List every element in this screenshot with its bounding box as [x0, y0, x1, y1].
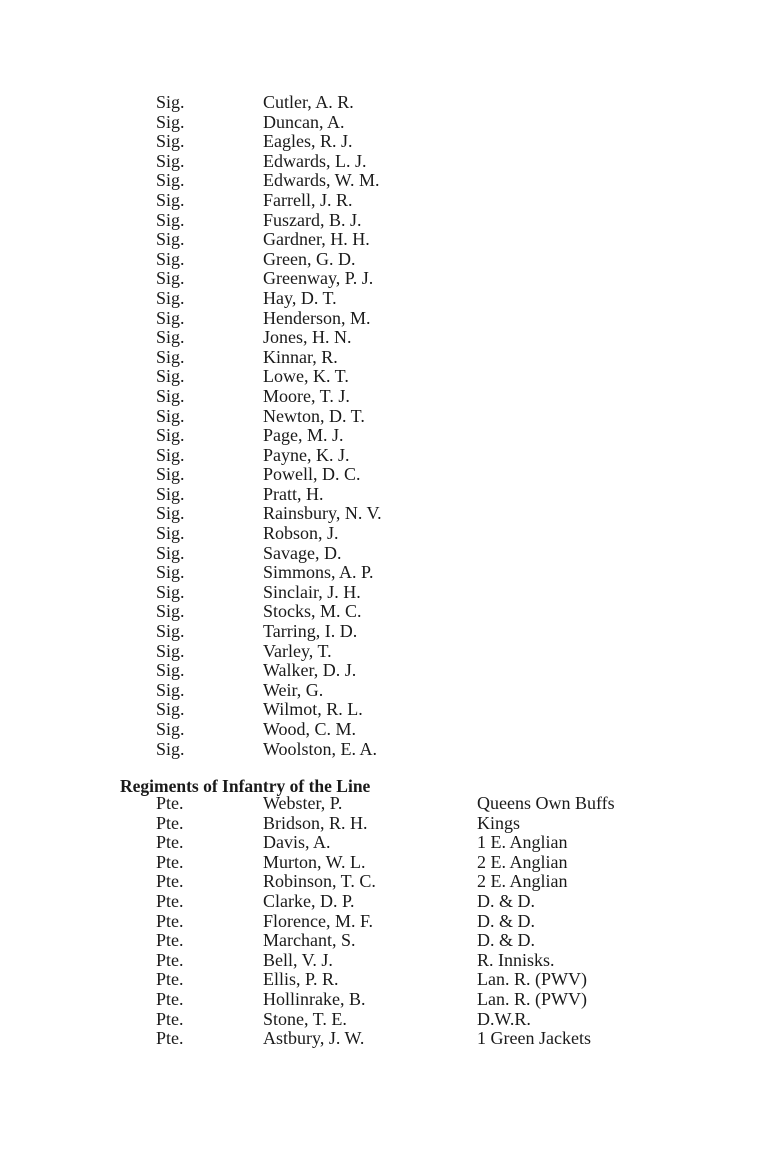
- roll-row: [0, 622, 780, 642]
- roll-row: [0, 814, 780, 834]
- roll-row: [0, 367, 780, 387]
- roll-row: [0, 93, 780, 113]
- regiment-name: Queens Own Buffs: [477, 793, 615, 813]
- regiment-name: 1 E. Anglian: [477, 832, 568, 853]
- roll-row: [0, 642, 780, 662]
- member-name: Bell, V. J.: [263, 949, 333, 970]
- rank-label: Sig.: [156, 640, 185, 661]
- roll-row: [0, 211, 780, 231]
- rank-label: Sig.: [156, 699, 185, 720]
- rank-label: Sig.: [156, 189, 185, 210]
- rank-label: Pte.: [156, 793, 184, 813]
- roll-row: [0, 661, 780, 681]
- member-name: Farrell, J. R.: [263, 189, 353, 210]
- roll-row: [0, 171, 780, 191]
- rank-label: Pte.: [156, 1008, 184, 1029]
- rank-label: Sig.: [156, 542, 185, 563]
- roll-row: [0, 951, 780, 971]
- rank-label: Sig.: [156, 562, 185, 583]
- rank-label: Sig.: [156, 131, 185, 152]
- roll-row: [0, 794, 780, 814]
- member-name: Webster, P.: [263, 793, 343, 813]
- rank-label: Sig.: [156, 581, 185, 602]
- rank-label: Pte.: [156, 890, 184, 911]
- roll-row: [0, 740, 780, 760]
- rank-label: Sig.: [156, 150, 185, 171]
- roll-row: [0, 720, 780, 740]
- member-name: Varley, T.: [263, 640, 332, 661]
- regiment-name: Lan. R. (PWV): [477, 988, 587, 1009]
- rank-label: Sig.: [156, 209, 185, 230]
- roll-row: [0, 269, 780, 289]
- member-name: Murton, W. L.: [263, 851, 366, 872]
- rank-label: Sig.: [156, 425, 185, 446]
- rank-label: Sig.: [156, 405, 185, 426]
- member-name: Payne, K. J.: [263, 444, 350, 465]
- roll-row: [0, 1010, 780, 1030]
- member-name: Green, G. D.: [263, 248, 356, 269]
- member-name: Stocks, M. C.: [263, 601, 362, 622]
- member-name: Wilmot, R. L.: [263, 699, 363, 720]
- roll-row: [0, 250, 780, 270]
- rank-label: Pte.: [156, 949, 184, 970]
- member-name: Simmons, A. P.: [263, 562, 374, 583]
- regiment-name: D. & D.: [477, 930, 535, 951]
- member-name: Kinnar, R.: [263, 346, 338, 367]
- member-name: Edwards, L. J.: [263, 150, 367, 171]
- member-name: Hay, D. T.: [263, 287, 337, 308]
- roll-row: [0, 426, 780, 446]
- member-name: Jones, H. N.: [263, 327, 352, 348]
- rank-label: Pte.: [156, 1028, 184, 1049]
- roll-row: [0, 387, 780, 407]
- infantry-roll-list: [0, 794, 780, 1049]
- roll-row: [0, 289, 780, 309]
- rank-label: Pte.: [156, 969, 184, 990]
- member-name: Wood, C. M.: [263, 719, 357, 739]
- roll-row: [0, 583, 780, 603]
- member-name: Eagles, R. J.: [263, 131, 353, 152]
- rank-label: Pte.: [156, 930, 184, 951]
- member-name: Cutler, A. R.: [263, 92, 354, 112]
- member-name: Clarke, D. P.: [263, 890, 355, 911]
- regiment-name: D. & D.: [477, 910, 535, 931]
- rank-label: Sig.: [156, 170, 185, 191]
- roll-row: [0, 465, 780, 485]
- rank-label: Sig.: [156, 464, 185, 485]
- roll-row: [0, 912, 780, 932]
- member-name: Hollinrake, B.: [263, 988, 366, 1009]
- rank-label: Sig.: [156, 248, 185, 269]
- roll-row: [0, 113, 780, 133]
- rank-label: Sig.: [156, 268, 185, 289]
- roll-row: [0, 152, 780, 172]
- member-name: Davis, A.: [263, 832, 331, 853]
- regiment-name: Kings: [477, 812, 521, 833]
- member-name: Fuszard, B. J.: [263, 209, 362, 230]
- regiment-name: Lan. R. (PWV): [477, 969, 587, 990]
- signals-roll-list: [0, 93, 780, 759]
- rank-label: Sig.: [156, 366, 185, 387]
- rank-label: Sig.: [156, 503, 185, 524]
- member-name: Pratt, H.: [263, 483, 324, 504]
- member-name: Weir, G.: [263, 679, 324, 700]
- rank-label: Sig.: [156, 307, 185, 328]
- roll-row: [0, 132, 780, 152]
- member-name: Marchant, S.: [263, 930, 356, 951]
- rank-label: Sig.: [156, 738, 185, 759]
- roll-row: [0, 524, 780, 544]
- member-name: Ellis, P. R.: [263, 969, 339, 990]
- roll-row: [0, 931, 780, 951]
- rank-label: Pte.: [156, 832, 184, 853]
- roll-row: [0, 485, 780, 505]
- roll-row: [0, 544, 780, 564]
- rank-label: Sig.: [156, 385, 185, 406]
- rank-label: Sig.: [156, 621, 185, 642]
- member-name: Astbury, J. W.: [263, 1028, 365, 1049]
- roll-row: [0, 990, 780, 1010]
- regiment-name: 2 E. Anglian: [477, 851, 568, 872]
- roll-row: [0, 872, 780, 892]
- roll-row: [0, 833, 780, 853]
- roll-row: [0, 348, 780, 368]
- member-name: Tarring, I. D.: [263, 621, 358, 642]
- member-name: Stone, T. E.: [263, 1008, 347, 1029]
- member-name: Greenway, P. J.: [263, 268, 374, 289]
- rank-label: Sig.: [156, 523, 185, 544]
- roll-row: [0, 309, 780, 329]
- roll-row: [0, 892, 780, 912]
- roll-row: [0, 700, 780, 720]
- rank-label: Pte.: [156, 851, 184, 872]
- member-name: Gardner, H. H.: [263, 229, 370, 250]
- member-name: Moore, T. J.: [263, 385, 350, 406]
- member-name: Powell, D. C.: [263, 464, 361, 485]
- roll-row: [0, 563, 780, 583]
- member-name: Page, M. J.: [263, 425, 344, 446]
- member-name: Bridson, R. H.: [263, 812, 368, 833]
- rank-label: Pte.: [156, 988, 184, 1009]
- member-name: Lowe, K. T.: [263, 366, 349, 387]
- member-name: Duncan, A.: [263, 111, 345, 132]
- regiment-name: 2 E. Anglian: [477, 871, 568, 892]
- member-name: Edwards, W. M.: [263, 170, 380, 191]
- roll-row: [0, 328, 780, 348]
- rank-label: Pte.: [156, 871, 184, 892]
- member-name: Rainsbury, N. V.: [263, 503, 382, 524]
- rank-label: Sig.: [156, 601, 185, 622]
- rank-label: Sig.: [156, 483, 185, 504]
- rank-label: Sig.: [156, 679, 185, 700]
- roll-row: [0, 1029, 780, 1049]
- roll-row: [0, 602, 780, 622]
- member-name: Henderson, M.: [263, 307, 371, 328]
- roll-row: [0, 681, 780, 701]
- member-name: Sinclair, J. H.: [263, 581, 361, 602]
- member-name: Newton, D. T.: [263, 405, 365, 426]
- regiment-name: D.W.R.: [477, 1008, 531, 1029]
- section-heading: Regiments of Infantry of the Line: [120, 776, 371, 796]
- rank-label: Sig.: [156, 287, 185, 308]
- rank-label: Pte.: [156, 910, 184, 931]
- roll-row: [0, 970, 780, 990]
- rank-label: Sig.: [156, 327, 185, 348]
- roll-row: [0, 446, 780, 466]
- roll-row: [0, 504, 780, 524]
- rank-label: Sig.: [156, 111, 185, 132]
- member-name: Florence, M. F.: [263, 910, 374, 931]
- roll-row: [0, 407, 780, 427]
- roll-row: [0, 191, 780, 211]
- regiment-name: D. & D.: [477, 890, 535, 911]
- rank-label: Sig.: [156, 92, 185, 112]
- member-name: Robinson, T. C.: [263, 871, 376, 892]
- member-name: Walker, D. J.: [263, 660, 357, 681]
- rank-label: Sig.: [156, 719, 185, 739]
- member-name: Woolston, E. A.: [263, 738, 378, 759]
- roll-row: [0, 230, 780, 250]
- regiment-name: 1 Green Jackets: [477, 1028, 591, 1049]
- rank-label: Sig.: [156, 444, 185, 465]
- rank-label: Pte.: [156, 812, 184, 833]
- roll-row: [0, 853, 780, 873]
- rank-label: Sig.: [156, 346, 185, 367]
- regiment-name: R. Innisks.: [477, 949, 555, 970]
- member-name: Savage, D.: [263, 542, 342, 563]
- rank-label: Sig.: [156, 660, 185, 681]
- member-name: Robson, J.: [263, 523, 339, 544]
- rank-label: Sig.: [156, 229, 185, 250]
